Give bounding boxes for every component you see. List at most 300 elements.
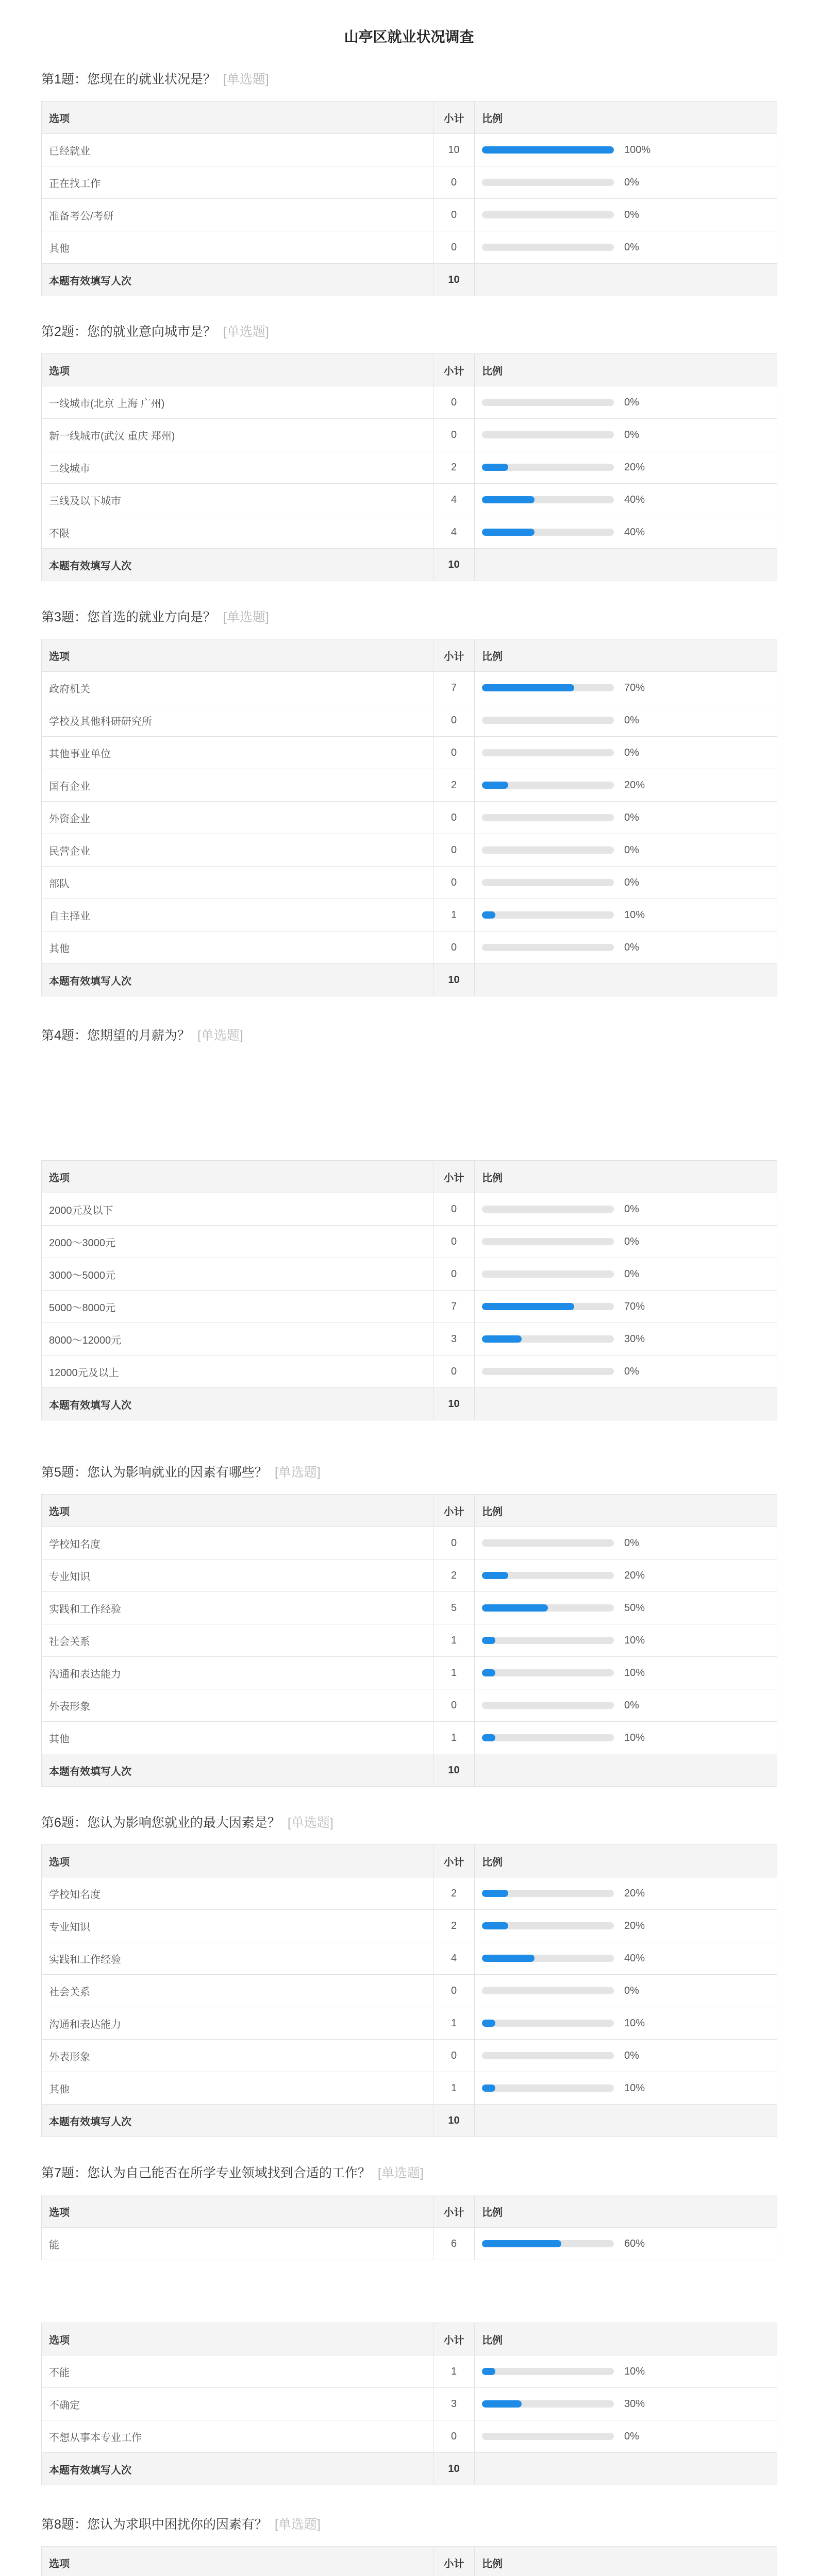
count-cell: 0 bbox=[433, 166, 475, 199]
ratio-bar-track bbox=[482, 2433, 614, 2440]
table-total-row bbox=[42, 2453, 777, 2485]
option-cell: 不能 bbox=[42, 2355, 433, 2388]
total-label: 本题有效填写人次 bbox=[42, 1388, 433, 1420]
header-ratio: 比例 bbox=[475, 1495, 777, 1527]
total-ratio-empty bbox=[475, 2105, 777, 2137]
question-title bbox=[41, 1024, 777, 1047]
ratio-percent: 20% bbox=[624, 1569, 645, 1581]
table-row bbox=[42, 199, 777, 231]
count-cell: 1 bbox=[433, 2007, 475, 2040]
count-cell: 1 bbox=[433, 899, 475, 931]
ratio-bar-fill bbox=[482, 1955, 535, 1962]
header-ratio: 比例 bbox=[475, 354, 777, 386]
option-cell: 新一线城市(武汉 重庆 郑州) bbox=[42, 419, 433, 451]
table-row bbox=[42, 1527, 777, 1560]
ratio-bar-wrap bbox=[482, 2050, 770, 2062]
option-cell: 3000～5000元 bbox=[42, 1258, 433, 1291]
option-cell: 专业知识 bbox=[42, 1910, 433, 1942]
ratio-bar-wrap bbox=[482, 209, 770, 221]
table-row bbox=[42, 2355, 777, 2388]
header-count: 小计 bbox=[433, 2547, 475, 2576]
ratio-percent: 0% bbox=[624, 811, 639, 823]
header-ratio: 比例 bbox=[475, 2195, 777, 2228]
count-cell: 1 bbox=[433, 1657, 475, 1689]
ratio-bar-wrap bbox=[482, 1570, 770, 1582]
ratio-bar-fill bbox=[482, 1303, 574, 1310]
ratio-percent: 0% bbox=[624, 429, 639, 440]
ratio-bar-track bbox=[482, 1890, 614, 1897]
question-type-label: [单选题] bbox=[197, 1028, 243, 1043]
question-text: 第4题：您期望的月薪为？ bbox=[41, 1028, 190, 1043]
ratio-percent: 0% bbox=[624, 747, 639, 758]
count-cell: 0 bbox=[433, 1355, 475, 1388]
total-ratio-empty bbox=[475, 1388, 777, 1420]
ratio-cell bbox=[475, 134, 777, 166]
ratio-cell bbox=[475, 1258, 777, 1291]
table-header-row bbox=[42, 101, 777, 134]
ratio-bar-wrap bbox=[482, 2366, 770, 2378]
ratio-bar-wrap bbox=[482, 1667, 770, 1679]
table-header-row bbox=[42, 1845, 777, 1877]
ratio-percent: 70% bbox=[624, 682, 645, 693]
table-row bbox=[42, 1560, 777, 1592]
question-type-label: [单选题] bbox=[377, 2166, 424, 2180]
ratio-cell bbox=[475, 2007, 777, 2040]
ratio-percent: 30% bbox=[624, 1333, 645, 1345]
ratio-bar-track bbox=[482, 911, 614, 919]
option-cell: 2000元及以下 bbox=[42, 1193, 433, 1226]
count-cell: 0 bbox=[433, 2420, 475, 2453]
ratio-percent: 0% bbox=[624, 1699, 639, 1711]
ratio-percent: 70% bbox=[624, 1300, 645, 1312]
ratio-bar-track bbox=[482, 529, 614, 536]
ratio-bar-fill bbox=[482, 1335, 522, 1343]
ratio-percent: 50% bbox=[624, 1602, 645, 1614]
count-cell: 2 bbox=[433, 1910, 475, 1942]
table-row bbox=[42, 166, 777, 199]
ratio-bar-track bbox=[482, 1955, 614, 1962]
question-type-label: [单选题] bbox=[274, 2517, 321, 2532]
ratio-bar-wrap bbox=[482, 715, 770, 726]
ratio-percent: 0% bbox=[624, 176, 639, 188]
ratio-percent: 10% bbox=[624, 2082, 645, 2094]
ratio-percent: 20% bbox=[624, 461, 645, 473]
table-row bbox=[42, 134, 777, 166]
total-label: 本题有效填写人次 bbox=[42, 549, 433, 581]
table-row bbox=[42, 2420, 777, 2453]
ratio-bar-fill bbox=[482, 1890, 508, 1897]
count-cell: 0 bbox=[433, 704, 475, 737]
question-text: 第6题：您认为影响您就业的最大因素是？ bbox=[41, 1816, 280, 1830]
total-label: 本题有效填写人次 bbox=[42, 264, 433, 296]
result-table bbox=[41, 101, 777, 296]
ratio-bar-wrap bbox=[482, 779, 770, 791]
header-count: 小计 bbox=[433, 354, 475, 386]
count-cell: 0 bbox=[433, 867, 475, 899]
count-cell: 0 bbox=[433, 199, 475, 231]
count-cell: 0 bbox=[433, 1226, 475, 1258]
option-cell: 正在找工作 bbox=[42, 166, 433, 199]
header-ratio: 比例 bbox=[475, 1161, 777, 1193]
table-total-row bbox=[42, 1388, 777, 1420]
option-cell: 学校知名度 bbox=[42, 1527, 433, 1560]
option-cell: 外表形象 bbox=[42, 2040, 433, 2072]
ratio-percent: 0% bbox=[624, 2049, 639, 2061]
ratio-bar-fill bbox=[482, 1669, 495, 1676]
ratio-percent: 0% bbox=[624, 2430, 639, 2442]
ratio-bar-track bbox=[482, 496, 614, 503]
header-ratio: 比例 bbox=[475, 101, 777, 134]
result-table bbox=[41, 1494, 777, 1787]
ratio-bar-wrap bbox=[482, 1301, 770, 1313]
question-title bbox=[41, 68, 777, 91]
result-table bbox=[41, 639, 777, 996]
ratio-cell bbox=[475, 1592, 777, 1624]
ratio-percent: 0% bbox=[624, 1537, 639, 1549]
question-title bbox=[41, 606, 777, 629]
option-cell: 能 bbox=[42, 2228, 433, 2260]
ratio-bar-track bbox=[482, 1572, 614, 1579]
ratio-cell bbox=[475, 1910, 777, 1942]
ratio-percent: 0% bbox=[624, 714, 639, 726]
ratio-bar-track bbox=[482, 814, 614, 821]
table-row bbox=[42, 2007, 777, 2040]
ratio-bar-wrap bbox=[482, 144, 770, 156]
ratio-percent: 0% bbox=[624, 941, 639, 953]
ratio-cell bbox=[475, 834, 777, 867]
ratio-percent: 30% bbox=[624, 2398, 645, 2410]
result-table bbox=[41, 353, 777, 581]
ratio-percent: 10% bbox=[624, 2365, 645, 2377]
ratio-percent: 0% bbox=[624, 844, 639, 856]
question-type-label: [单选题] bbox=[287, 1816, 333, 1830]
ratio-percent: 40% bbox=[624, 1952, 645, 1964]
option-cell: 外表形象 bbox=[42, 1689, 433, 1722]
ratio-percent: 0% bbox=[624, 1985, 639, 1996]
ratio-bar-track bbox=[482, 211, 614, 218]
ratio-bar-wrap bbox=[482, 1236, 770, 1248]
ratio-cell bbox=[475, 2228, 777, 2260]
ratio-bar-wrap bbox=[482, 1888, 770, 1900]
option-cell: 二线城市 bbox=[42, 451, 433, 484]
ratio-bar-track bbox=[482, 717, 614, 724]
option-cell: 8000～12000元 bbox=[42, 1323, 433, 1355]
table-header-row bbox=[42, 1161, 777, 1193]
ratio-bar-track bbox=[482, 749, 614, 756]
ratio-bar-track bbox=[482, 1604, 614, 1612]
ratio-bar-track bbox=[482, 2084, 614, 2092]
ratio-bar-track bbox=[482, 2020, 614, 2027]
total-label: 本题有效填写人次 bbox=[42, 2105, 433, 2137]
question-type-label: [单选题] bbox=[223, 325, 269, 339]
table-row bbox=[42, 769, 777, 802]
ratio-bar-track bbox=[482, 1368, 614, 1375]
ratio-percent: 10% bbox=[624, 2017, 645, 2029]
result-table bbox=[41, 1160, 777, 1420]
table-total-row bbox=[42, 2105, 777, 2137]
table-row bbox=[42, 672, 777, 704]
table-row bbox=[42, 737, 777, 769]
question-type-label: [单选题] bbox=[274, 1465, 321, 1480]
total-ratio-empty bbox=[475, 1754, 777, 1787]
ratio-cell bbox=[475, 2355, 777, 2388]
header-ratio: 比例 bbox=[475, 2323, 777, 2355]
table-row bbox=[42, 1226, 777, 1258]
ratio-bar-track bbox=[482, 1335, 614, 1343]
option-cell: 社会关系 bbox=[42, 1975, 433, 2007]
count-cell: 2 bbox=[433, 1877, 475, 1910]
option-cell: 三线及以下城市 bbox=[42, 484, 433, 516]
header-count: 小计 bbox=[433, 2195, 475, 2228]
ratio-bar-wrap bbox=[482, 1268, 770, 1280]
result-table bbox=[41, 2195, 777, 2260]
ratio-cell bbox=[475, 199, 777, 231]
question-title bbox=[41, 320, 777, 343]
table-row bbox=[42, 1877, 777, 1910]
table-row bbox=[42, 1258, 777, 1291]
table-row bbox=[42, 2388, 777, 2420]
ratio-bar-wrap bbox=[482, 2238, 770, 2250]
count-cell: 1 bbox=[433, 2355, 475, 2388]
ratio-bar-wrap bbox=[482, 877, 770, 889]
ratio-bar-track bbox=[482, 2400, 614, 2408]
ratio-cell bbox=[475, 1722, 777, 1754]
ratio-bar-track bbox=[482, 782, 614, 789]
ratio-bar-wrap bbox=[482, 1985, 770, 1997]
count-cell: 2 bbox=[433, 451, 475, 484]
ratio-cell bbox=[475, 1942, 777, 1975]
ratio-cell bbox=[475, 2040, 777, 2072]
ratio-cell bbox=[475, 1355, 777, 1388]
header-count: 小计 bbox=[433, 2323, 475, 2355]
ratio-bar-track bbox=[482, 1270, 614, 1278]
ratio-cell bbox=[475, 166, 777, 199]
option-cell: 5000～8000元 bbox=[42, 1291, 433, 1323]
ratio-bar-fill bbox=[482, 684, 574, 691]
ratio-cell bbox=[475, 231, 777, 264]
count-cell: 0 bbox=[433, 1975, 475, 2007]
table-header-row bbox=[42, 2547, 777, 2576]
option-cell: 12000元及以上 bbox=[42, 1355, 433, 1388]
header-option: 选项 bbox=[42, 1845, 433, 1877]
ratio-bar-fill bbox=[482, 782, 508, 789]
ratio-bar-track bbox=[482, 1702, 614, 1709]
ratio-bar-wrap bbox=[482, 942, 770, 954]
question-text: 第3题：您首选的就业方向是？ bbox=[41, 610, 216, 624]
header-ratio: 比例 bbox=[475, 639, 777, 672]
ratio-cell bbox=[475, 931, 777, 964]
ratio-bar-track bbox=[482, 179, 614, 186]
ratio-bar-wrap bbox=[482, 397, 770, 409]
header-option: 选项 bbox=[42, 1495, 433, 1527]
ratio-cell bbox=[475, 1560, 777, 1592]
total-label: 本题有效填写人次 bbox=[42, 2453, 433, 2485]
ratio-cell bbox=[475, 1527, 777, 1560]
count-cell: 0 bbox=[433, 231, 475, 264]
ratio-percent: 0% bbox=[624, 876, 639, 888]
option-cell: 其他 bbox=[42, 231, 433, 264]
option-cell: 实践和工作经验 bbox=[42, 1592, 433, 1624]
ratio-bar-fill bbox=[482, 1637, 495, 1644]
count-cell: 0 bbox=[433, 2040, 475, 2072]
ratio-bar-fill bbox=[482, 146, 614, 154]
table-row bbox=[42, 899, 777, 931]
count-cell: 10 bbox=[433, 134, 475, 166]
ratio-bar-wrap bbox=[482, 1333, 770, 1345]
header-option: 选项 bbox=[42, 2323, 433, 2355]
table-total-row bbox=[42, 964, 777, 996]
header-count: 小计 bbox=[433, 639, 475, 672]
total-count: 10 bbox=[433, 2105, 475, 2137]
ratio-bar-wrap bbox=[482, 1366, 770, 1378]
count-cell: 4 bbox=[433, 484, 475, 516]
total-ratio-empty bbox=[475, 264, 777, 296]
header-option: 选项 bbox=[42, 354, 433, 386]
table-row bbox=[42, 2040, 777, 2072]
question-text: 第1题：您现在的就业状况是？ bbox=[41, 72, 216, 87]
ratio-bar-fill bbox=[482, 2368, 495, 2375]
count-cell: 7 bbox=[433, 1291, 475, 1323]
table-row bbox=[42, 1592, 777, 1624]
total-count: 10 bbox=[433, 264, 475, 296]
count-cell: 0 bbox=[433, 419, 475, 451]
question-text: 第2题：您的就业意向城市是？ bbox=[41, 325, 216, 339]
ratio-bar-fill bbox=[482, 2240, 561, 2247]
option-cell: 学校及其他科研研究所 bbox=[42, 704, 433, 737]
count-cell: 2 bbox=[433, 1560, 475, 1592]
ratio-bar-track bbox=[482, 2240, 614, 2247]
option-cell: 部队 bbox=[42, 867, 433, 899]
ratio-bar-fill bbox=[482, 2020, 495, 2027]
ratio-bar-track bbox=[482, 464, 614, 471]
ratio-bar-wrap bbox=[482, 527, 770, 538]
table-total-row bbox=[42, 1754, 777, 1787]
ratio-cell bbox=[475, 1226, 777, 1258]
option-cell: 其他事业单位 bbox=[42, 737, 433, 769]
total-ratio-empty bbox=[475, 549, 777, 581]
table-row bbox=[42, 2228, 777, 2260]
ratio-cell bbox=[475, 704, 777, 737]
table-row bbox=[42, 1910, 777, 1942]
ratio-cell bbox=[475, 802, 777, 834]
count-cell: 0 bbox=[433, 834, 475, 867]
count-cell: 6 bbox=[433, 2228, 475, 2260]
table-header-row bbox=[42, 354, 777, 386]
option-cell: 其他 bbox=[42, 931, 433, 964]
ratio-bar-wrap bbox=[482, 2018, 770, 2029]
table-row bbox=[42, 386, 777, 419]
ratio-bar-wrap bbox=[482, 1635, 770, 1647]
ratio-bar-wrap bbox=[482, 747, 770, 759]
ratio-cell bbox=[475, 2072, 777, 2105]
table-row bbox=[42, 1657, 777, 1689]
option-cell: 自主择业 bbox=[42, 899, 433, 931]
question-text: 第5题：您认为影响就业的因素有哪些？ bbox=[41, 1465, 268, 1480]
table-header-row bbox=[42, 1495, 777, 1527]
table-row bbox=[42, 516, 777, 549]
ratio-bar-fill bbox=[482, 464, 508, 471]
option-cell: 一线城市(北京 上海 广州) bbox=[42, 386, 433, 419]
count-cell: 0 bbox=[433, 931, 475, 964]
table-row bbox=[42, 931, 777, 964]
total-count: 10 bbox=[433, 964, 475, 996]
ratio-percent: 0% bbox=[624, 1365, 639, 1377]
table-row bbox=[42, 1942, 777, 1975]
count-cell: 7 bbox=[433, 672, 475, 704]
question-type-label: [单选题] bbox=[223, 72, 269, 87]
ratio-bar-wrap bbox=[482, 682, 770, 694]
ratio-cell bbox=[475, 419, 777, 451]
option-cell: 实践和工作经验 bbox=[42, 1942, 433, 1975]
option-cell: 其他 bbox=[42, 2072, 433, 2105]
ratio-bar-track bbox=[482, 1637, 614, 1644]
ratio-bar-track bbox=[482, 1734, 614, 1741]
header-option: 选项 bbox=[42, 639, 433, 672]
ratio-cell bbox=[475, 484, 777, 516]
ratio-cell bbox=[475, 1975, 777, 2007]
ratio-cell bbox=[475, 2388, 777, 2420]
table-header-row bbox=[42, 2195, 777, 2228]
header-ratio: 比例 bbox=[475, 2547, 777, 2576]
option-cell: 外资企业 bbox=[42, 802, 433, 834]
option-cell: 2000～3000元 bbox=[42, 1226, 433, 1258]
ratio-bar-fill bbox=[482, 1734, 495, 1741]
ratio-bar-track bbox=[482, 684, 614, 691]
count-cell: 1 bbox=[433, 2072, 475, 2105]
ratio-cell bbox=[475, 451, 777, 484]
option-cell: 专业知识 bbox=[42, 1560, 433, 1592]
count-cell: 4 bbox=[433, 516, 475, 549]
table-row bbox=[42, 1722, 777, 1754]
ratio-bar-track bbox=[482, 1539, 614, 1547]
ratio-cell bbox=[475, 1624, 777, 1657]
ratio-bar-track bbox=[482, 944, 614, 951]
header-count: 小计 bbox=[433, 1161, 475, 1193]
total-label: 本题有效填写人次 bbox=[42, 1754, 433, 1787]
ratio-cell bbox=[475, 899, 777, 931]
option-cell: 沟通和表达能力 bbox=[42, 2007, 433, 2040]
total-count: 10 bbox=[433, 2453, 475, 2485]
option-cell: 民营企业 bbox=[42, 834, 433, 867]
count-cell: 4 bbox=[433, 1942, 475, 1975]
ratio-bar-wrap bbox=[482, 1953, 770, 1964]
ratio-bar-fill bbox=[482, 1572, 508, 1579]
table-row bbox=[42, 867, 777, 899]
option-cell: 其他 bbox=[42, 1722, 433, 1754]
header-option: 选项 bbox=[42, 2547, 433, 2576]
question-text: 第7题：您认为自己能否在所学专业领域找到合适的工作？ bbox=[41, 2166, 371, 2180]
ratio-bar-track bbox=[482, 1303, 614, 1310]
count-cell: 0 bbox=[433, 1689, 475, 1722]
ratio-bar-wrap bbox=[482, 242, 770, 253]
ratio-cell bbox=[475, 1291, 777, 1323]
result-table bbox=[41, 2546, 777, 2576]
table-row bbox=[42, 451, 777, 484]
ratio-bar-track bbox=[482, 431, 614, 438]
count-cell: 5 bbox=[433, 1592, 475, 1624]
ratio-bar-fill bbox=[482, 529, 535, 536]
ratio-cell bbox=[475, 2420, 777, 2453]
ratio-bar-track bbox=[482, 1922, 614, 1929]
count-cell: 2 bbox=[433, 769, 475, 802]
ratio-bar-track bbox=[482, 399, 614, 406]
ratio-bar-wrap bbox=[482, 1920, 770, 1932]
table-row bbox=[42, 1291, 777, 1323]
table-row bbox=[42, 1323, 777, 1355]
ratio-percent: 10% bbox=[624, 1667, 645, 1679]
ratio-cell bbox=[475, 516, 777, 549]
ratio-cell bbox=[475, 386, 777, 419]
